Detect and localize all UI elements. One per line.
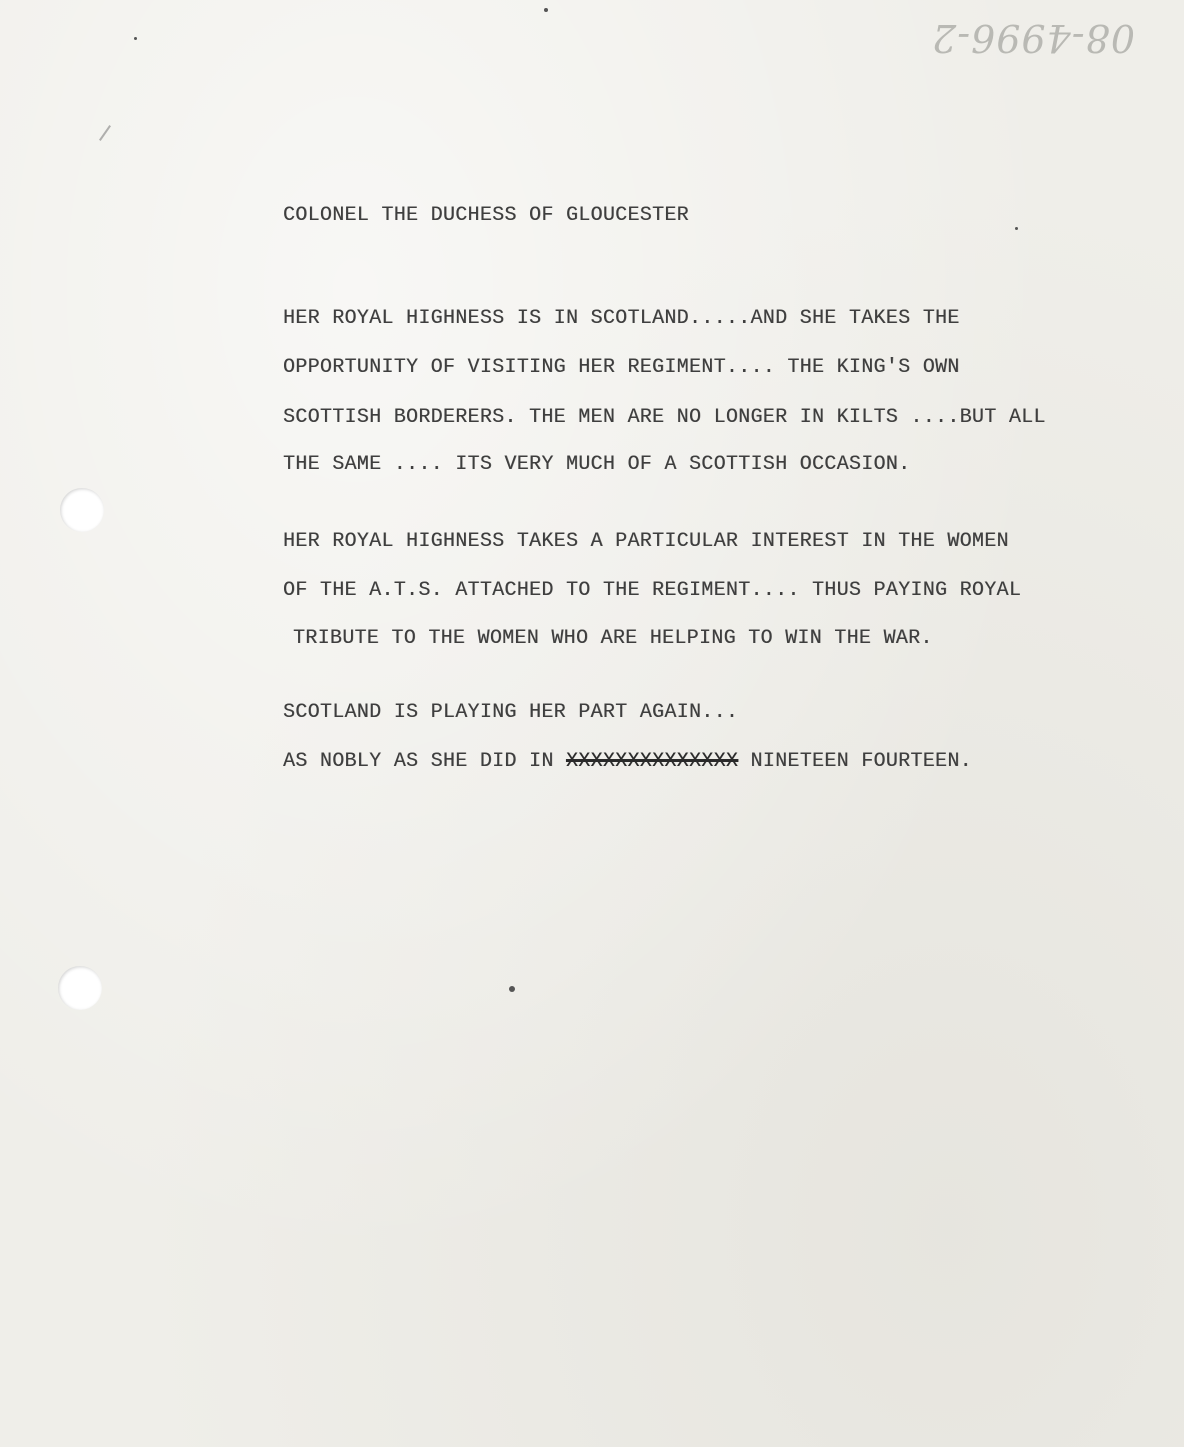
ink-speck — [509, 986, 515, 992]
paragraph-3-line-2-prefix: AS NOBLY AS SHE DID IN — [283, 750, 566, 773]
paragraph-3-line-1: SCOTLAND IS PLAYING HER PART AGAIN... — [283, 701, 739, 724]
paragraph-1-line-1: HER ROYAL HIGHNESS IS IN SCOTLAND.....AND SHE TAKES THE — [283, 307, 960, 330]
punch-hole-top — [60, 488, 104, 532]
handwritten-reference-number: 08-4996-2 — [931, 16, 1135, 60]
paragraph-2-line-1: HER ROYAL HIGHNESS TAKES A PARTICULAR INTEREST IN THE WOMEN — [283, 530, 1009, 553]
paragraph-2-line-3: TRIBUTE TO THE WOMEN WHO ARE HELPING TO WIN THE WAR. — [293, 627, 933, 650]
paragraph-1-line-4: THE SAME .... ITS VERY MUCH OF A SCOTTISH OCCASION. — [283, 453, 911, 476]
struck-out-text: XXXXXXXXXXXXXX — [565, 750, 739, 773]
paragraph-2-line-2: OF THE A.T.S. ATTACHED TO THE REGIMENT.... THUS PAYING ROYAL — [283, 579, 1022, 602]
paragraph-3-line-2 — [283, 750, 972, 773]
paper-mark — [99, 125, 111, 141]
punch-hole-bottom — [58, 966, 102, 1010]
paragraph-1-line-2: OPPORTUNITY OF VISITING HER REGIMENT.... THE KING'S OWN — [283, 356, 960, 379]
paragraph-3-line-2-suffix: NINETEEN FOURTEEN. — [738, 750, 972, 773]
document-title: COLONEL THE DUCHESS OF GLOUCESTER — [283, 204, 689, 227]
paragraph-1-line-3: SCOTTISH BORDERERS. THE MEN ARE NO LONGER IN KILTS ....BUT ALL — [283, 406, 1046, 429]
ink-speck — [1015, 227, 1018, 230]
ink-speck — [544, 8, 548, 12]
ink-speck — [134, 37, 137, 40]
